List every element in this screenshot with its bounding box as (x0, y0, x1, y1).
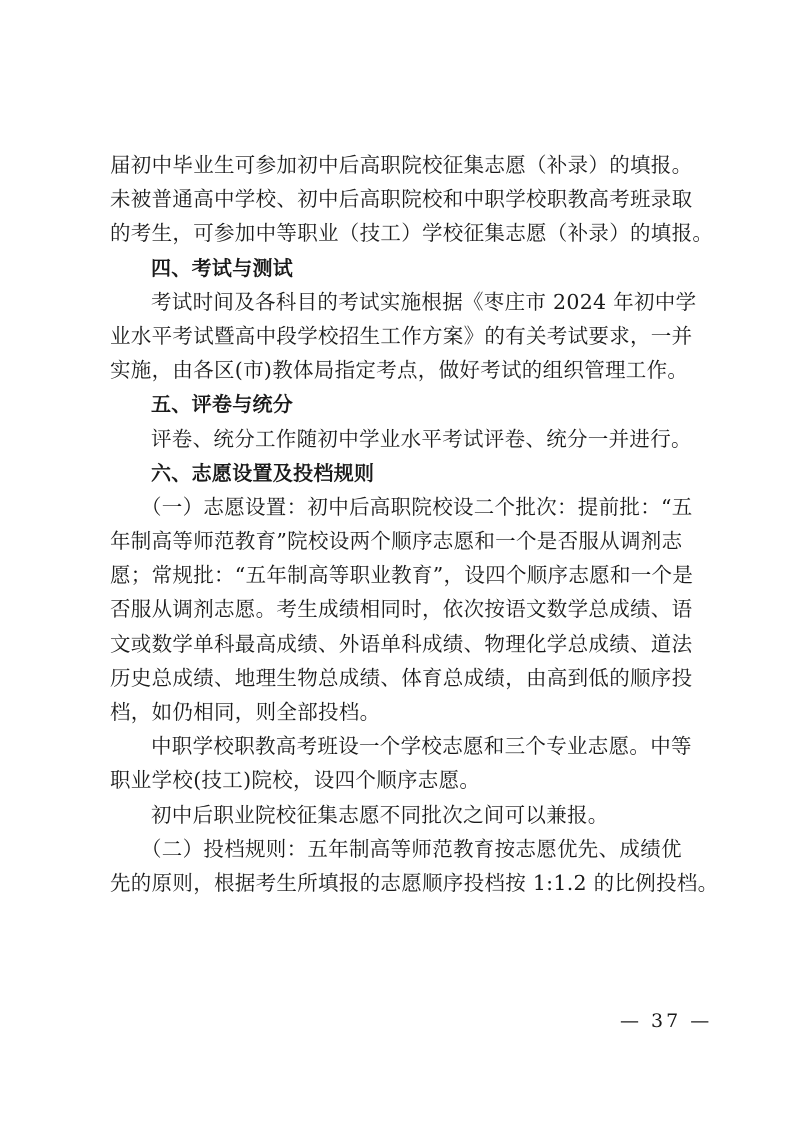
page-number: — 37 — (620, 1010, 713, 1032)
paragraph-line: 未被普通高中学校、初中后高职院校和中职学校职教高考班录取 (110, 187, 693, 212)
paragraph-line: （二）投档规则：五年制高等师范教育按志愿优先、成绩优 (141, 836, 682, 861)
document-body (110, 148, 719, 900)
paragraph-line: 职业学校(技工)院校，设四个顺序志愿。 (110, 768, 481, 793)
paragraph-line: 否服从调剂志愿。考生成绩相同时，依次按语文数学总成绩、语 (110, 597, 693, 622)
section-heading-4: 四、考试与测试 (151, 255, 294, 280)
section-heading-6: 六、志愿设置及投档规则 (151, 460, 375, 485)
paragraph-line: 初中后职业院校征集志愿不同批次之间可以兼报。 (151, 802, 609, 827)
paragraph-line: 文或数学单科最高成绩、外语单科成绩、物理化学总成绩、道法 (110, 631, 693, 656)
paragraph-line: 先的原则，根据考生所填报的志愿顺序投档按 1:1.2 的比例投档。 (110, 870, 719, 895)
section-heading-5: 五、评卷与统分 (151, 392, 294, 417)
paragraph-line: 考试时间及各科目的考试实施根据《枣庄市 2024 年初中学 (151, 289, 697, 314)
paragraph-line: 年制高等师范教育”院校设两个顺序志愿和一个是否服从调剂志 (110, 529, 683, 554)
paragraph-line: 愿；常规批：“五年制高等职业教育”，设四个顺序志愿和一个是 (110, 563, 694, 588)
paragraph-line: 中职学校职教高考班设一个学校志愿和三个专业志愿。中等 (151, 734, 692, 759)
paragraph-line: 届初中毕业生可参加初中后高职院校征集志愿（补录）的填报。 (110, 153, 693, 177)
paragraph-line: （一）志愿设置：初中后高职院校设二个批次：提前批：“五 (141, 494, 693, 519)
paragraph-line: 业水平考试暨高中段学校招生工作方案》的有关考试要求，一并 (110, 323, 693, 348)
paragraph-line: 实施，由各区(市)教体局指定考点，做好考试的组织管理工作。 (110, 358, 689, 383)
paragraph-line: 历史总成绩、地理生物总成绩、体育总成绩，由高到低的顺序投 (110, 665, 693, 690)
paragraph-line: 的考生，可参加中等职业（技工）学校征集志愿（补录）的填报。 (110, 221, 714, 246)
paragraph-line: 档，如仍相同，则全部投档。 (110, 700, 381, 724)
paragraph-line: 评卷、统分工作随初中学业水平考试评卷、统分一并进行。 (151, 426, 692, 451)
